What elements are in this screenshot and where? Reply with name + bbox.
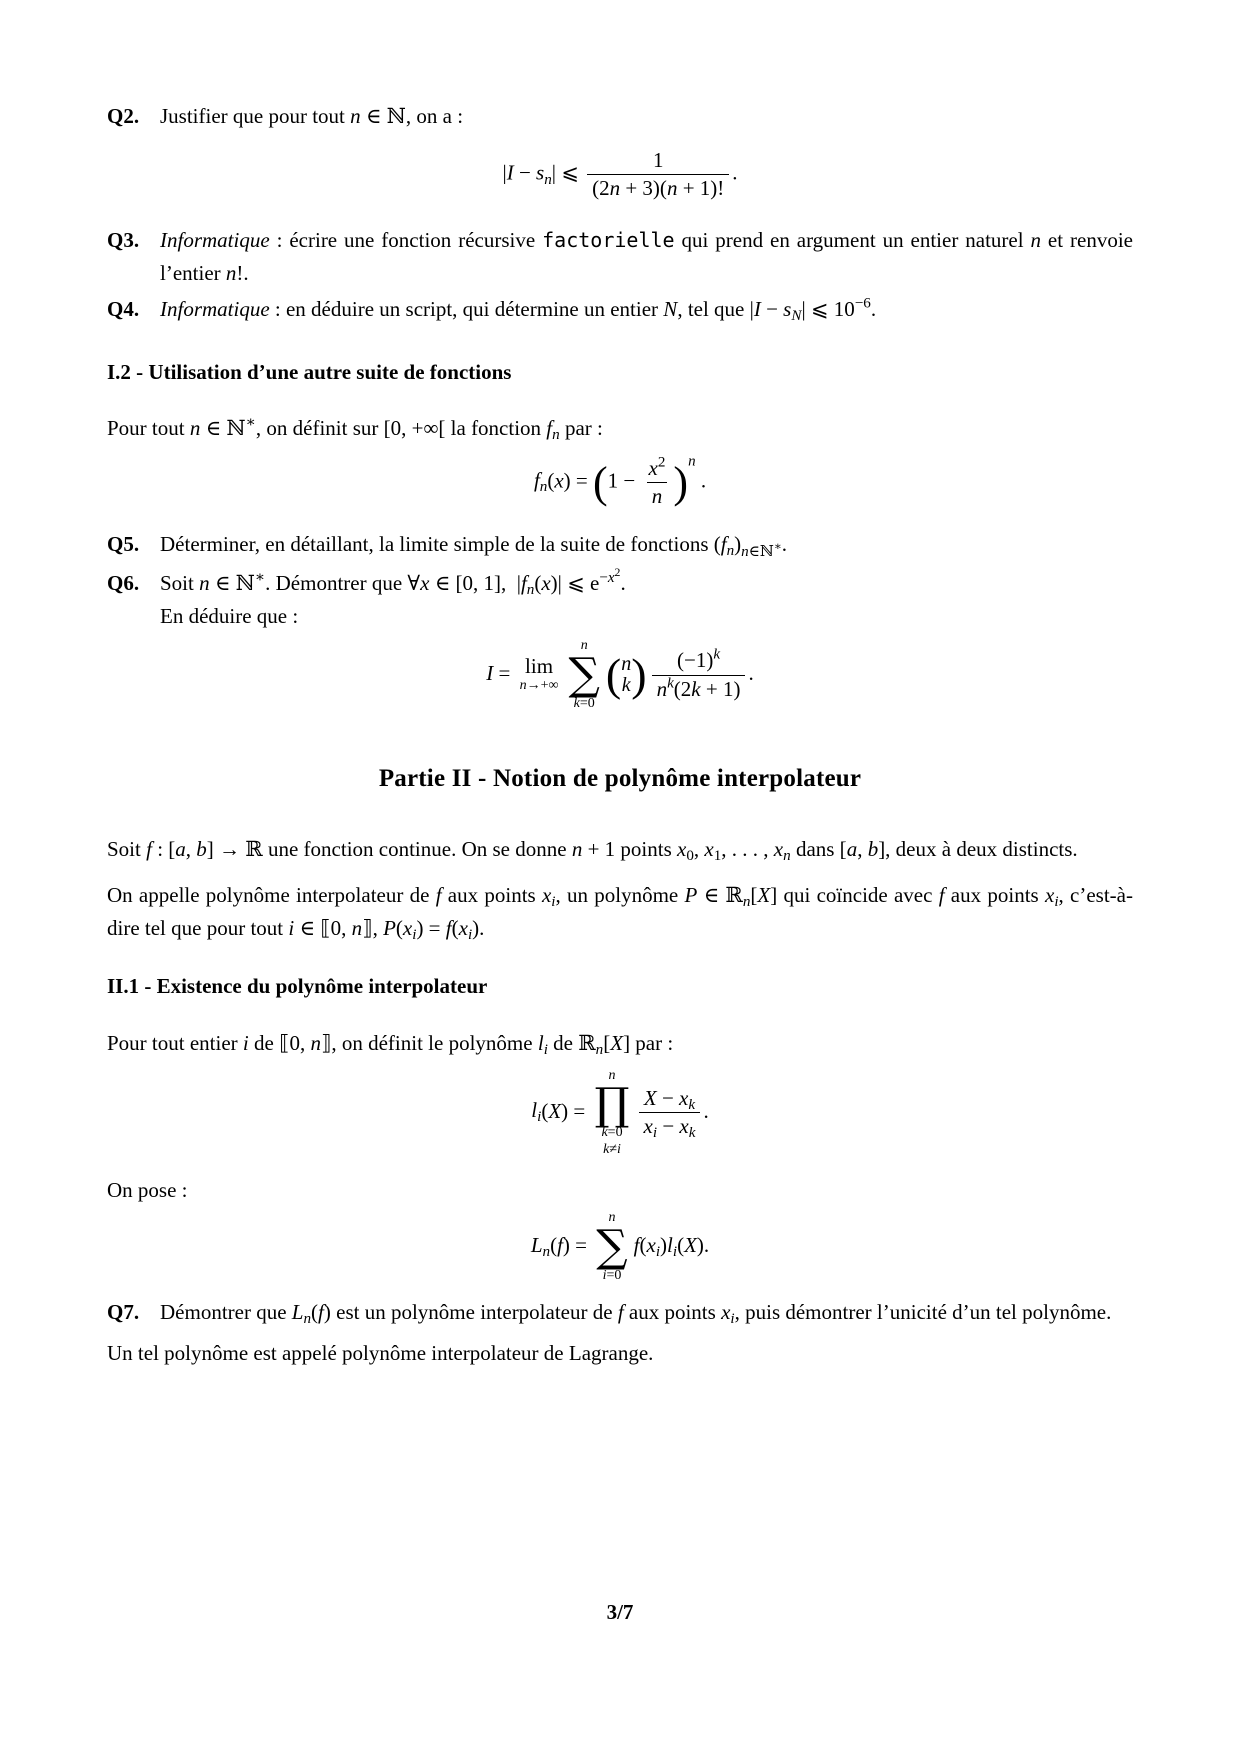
question-q4 <box>107 293 1133 326</box>
question-q6 <box>107 564 1133 632</box>
formula-q2-bound: $|I - s_n|$ ⩽ $\frac{1}{(2n + 3)(n + 1)!}$ . <box>107 147 1133 203</box>
question-q7-label: Q7. <box>107 1300 140 1325</box>
section-heading-ii1: II.1 - Existence du polynôme interpolateur <box>107 974 488 999</box>
section-heading-i2: I.2 - Utilisation d’une autre suite de fonctions <box>107 359 512 384</box>
question-q5 <box>107 528 1133 561</box>
formula-fn-definition: $f_n(x) = (1$ − $\frac{x^2}{n}$ )$^n$ . <box>107 455 1133 511</box>
formula-ln-sum: $L_n(f)$ = n ∑ i=0 $f(x_i)l_i(X)$. <box>530 1210 710 1284</box>
part-title-ii: Partie II - Notion de polynôme interpolateur <box>378 765 862 793</box>
question-q3 <box>107 224 1133 289</box>
question-q3-label: Q3. <box>107 228 140 253</box>
question-q4-text: Informatique : en déduire un script, qui détermine un entier N, tel que $|I - s_N|$ ⩽ $10^{-6}$. <box>160 295 877 325</box>
question-q4-label: Q4. <box>107 297 140 322</box>
paragraph-li-intro: Pour tout entier i de ⟦0, n⟧, on définit le polynôme $l_i$ de ℝ$_n$[X] par : <box>107 1031 674 1059</box>
paragraph-interpolation-setup: Soit f : [a, b] → ℝ une fonction continue. On se donne n + 1 points $x_0$, $x_1$, . . . , $x_n$ dans [a, b], deux à deux distincts. <box>107 836 1078 865</box>
question-q2 <box>107 100 1133 133</box>
question-q3-text: Informatique : écrire une fonction récursive factorielle qui prend en argument un entier naturel n et renvoie l’entier n!. <box>160 228 1133 285</box>
paragraph-on-pose: On pose : <box>107 1177 188 1202</box>
question-q6-label: Q6. <box>107 571 140 596</box>
question-q7-text: Démontrer que $L_n(f)$ est un polynôme interpolateur de f aux points $x_i$, puis démontrer l’unicité d’un tel polynôme. <box>160 1300 1112 1328</box>
formula-li-product: $l_i(X)$ = n ∏ k=0 k≠i $\frac{X - x_k}{x_i - x_k}$ . <box>531 1067 709 1157</box>
question-q5-label: Q5. <box>107 532 140 557</box>
paragraph-lagrange: Un tel polynôme est appelé polynôme interpolateur de Lagrange. <box>107 1340 654 1365</box>
question-q2-label: Q2. <box>107 104 140 128</box>
page-number: 3/7 <box>606 1600 634 1624</box>
formula-limit-sum: I = lim n→+∞ n ∑ k=0 ( n k ) $\frac{(-1)^k}{n^k(2k + 1)}$ . <box>486 638 754 711</box>
paragraph-interpolator-definition: On appelle polynôme interpolateur de f aux points $x_i$, un polynôme P ∈ ℝ$_n$[X] qui coïncide avec f aux points $x_i$, c’est-à-dire tel que pour tout i ∈ ⟦0, n⟧, $P(x_i) = f(x_i)$. <box>107 883 1133 944</box>
question-q7 <box>107 1296 1133 1329</box>
question-q6-line2: En déduire que : <box>160 603 299 628</box>
paragraph-fn-intro: Pour tout n ∈ ℕ∗, on définit sur [0, +∞[ la fonction $f_n$ par : <box>107 415 603 444</box>
question-q2-text: Justifier que pour tout n ∈ ℕ, on a : <box>160 104 464 128</box>
question-q6-text: Soit n ∈ ℕ∗. Démontrer que ∀x ∈ [0, 1], $|f_n(x)|$ ⩽ $e^{-x^2}$. <box>160 564 626 599</box>
question-q5-text: Déterminer, en détaillant, la limite simple de la suite de fonctions $(f_n)_{n\in ℕ^∗}$. <box>160 532 787 560</box>
